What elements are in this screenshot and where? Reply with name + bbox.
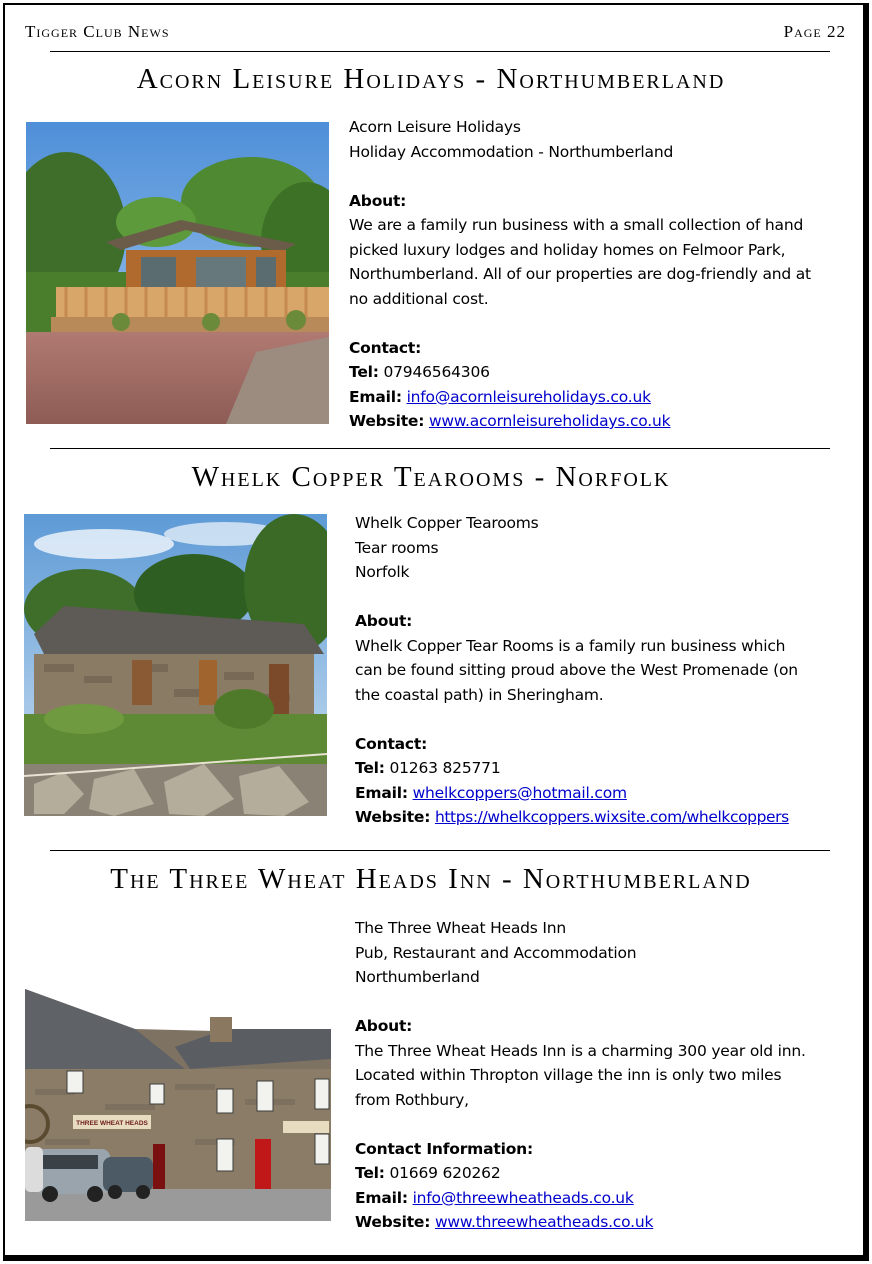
website-link[interactable]: www.threewheatheads.co.uk bbox=[434, 1213, 654, 1231]
newsletter-title: Tigger Club News bbox=[25, 22, 170, 41]
tel-label: Tel: bbox=[349, 363, 379, 381]
tel-line bbox=[355, 756, 798, 781]
about-line: We are a family run business with a small collection of hand bbox=[349, 216, 804, 234]
email-link[interactable]: whelkcoppers@hotmail.com bbox=[412, 783, 627, 802]
page-number: Page 22 bbox=[783, 22, 846, 41]
email-line bbox=[355, 1186, 806, 1211]
website-label: Website: bbox=[355, 1213, 431, 1231]
tel-value: 07946564306 bbox=[383, 363, 490, 381]
section-body-acorn bbox=[349, 115, 811, 434]
business-location: Northumberland bbox=[355, 968, 480, 986]
photo-three-wheat-heads-inn bbox=[25, 989, 331, 1221]
section-body-three-wheat-heads bbox=[355, 916, 806, 1235]
contact-label: Contact Information: bbox=[355, 1139, 533, 1158]
section-divider bbox=[50, 850, 830, 851]
website-line bbox=[355, 1210, 806, 1235]
business-location: Norfolk bbox=[355, 563, 410, 581]
section-title-three-wheat-heads: The Three Wheat Heads Inn - Northumberland bbox=[110, 863, 752, 895]
inn-sign-text: THREE WHEAT HEADS bbox=[76, 1120, 148, 1127]
business-name: The Three Wheat Heads Inn bbox=[355, 919, 567, 937]
about-label: About: bbox=[349, 191, 407, 210]
business-name: Whelk Copper Tearooms bbox=[355, 514, 539, 532]
about-line: Northumberland. All of our properties are dog-friendly and at bbox=[349, 265, 811, 283]
website-label: Website: bbox=[355, 808, 431, 826]
tel-line bbox=[355, 1161, 806, 1186]
tel-line bbox=[349, 360, 811, 385]
website-link[interactable]: https://whelkcoppers.wixsite.com/whelkcoppers bbox=[434, 808, 789, 826]
about-line: no additional cost. bbox=[349, 289, 489, 308]
contact-label: Contact: bbox=[355, 734, 428, 753]
email-label: Email: bbox=[349, 387, 402, 406]
business-name: Acorn Leisure Holidays bbox=[349, 118, 521, 136]
photo-acorn-lodge bbox=[26, 122, 329, 424]
website-link[interactable]: www.acornleisureholidays.co.uk bbox=[428, 412, 671, 430]
about-label: About: bbox=[355, 1017, 413, 1035]
website-line bbox=[355, 805, 798, 830]
about-line: can be found sitting proud above the West Promenade (on bbox=[355, 661, 798, 679]
about-line: The Three Wheat Heads Inn is a charming 300 year old inn. bbox=[355, 1041, 806, 1060]
business-type: Tear rooms bbox=[355, 538, 439, 557]
tel-value: 01669 620262 bbox=[389, 1164, 501, 1182]
header-divider bbox=[50, 51, 830, 52]
email-link[interactable]: info@threewheatheads.co.uk bbox=[412, 1188, 634, 1207]
about-line: picked luxury lodges and holiday homes on Felmoor Park, bbox=[349, 240, 786, 259]
tel-value: 01263 825771 bbox=[389, 759, 501, 777]
tel-label: Tel: bbox=[355, 759, 385, 777]
email-label: Email: bbox=[355, 783, 408, 802]
business-type: Holiday Accommodation - Northumberland bbox=[349, 142, 674, 161]
website-label: Website: bbox=[349, 412, 425, 430]
about-line: from Rothbury, bbox=[355, 1090, 469, 1109]
tel-label: Tel: bbox=[355, 1164, 385, 1182]
about-line: Whelk Copper Tear Rooms is a family run business which bbox=[355, 636, 786, 655]
website-line bbox=[349, 409, 811, 434]
about-line: Located within Thropton village the inn is only two miles bbox=[355, 1066, 782, 1084]
email-line bbox=[349, 385, 811, 410]
section-title-acorn: Acorn Leisure Holidays - Northumberland bbox=[136, 63, 726, 95]
about-line: the coastal path) in Sheringham. bbox=[355, 685, 604, 704]
contact-label: Contact: bbox=[349, 338, 422, 357]
section-title-whelk: Whelk Copper Tearooms - Norfolk bbox=[191, 461, 671, 493]
email-label: Email: bbox=[355, 1188, 408, 1207]
section-body-whelk bbox=[355, 511, 798, 830]
about-label: About: bbox=[355, 612, 413, 630]
photo-whelk-tearooms bbox=[24, 514, 327, 816]
email-link[interactable]: info@acornleisureholidays.co.uk bbox=[406, 387, 651, 406]
email-line bbox=[355, 781, 798, 806]
business-type: Pub, Restaurant and Accommodation bbox=[355, 943, 637, 962]
section-divider bbox=[50, 448, 830, 449]
